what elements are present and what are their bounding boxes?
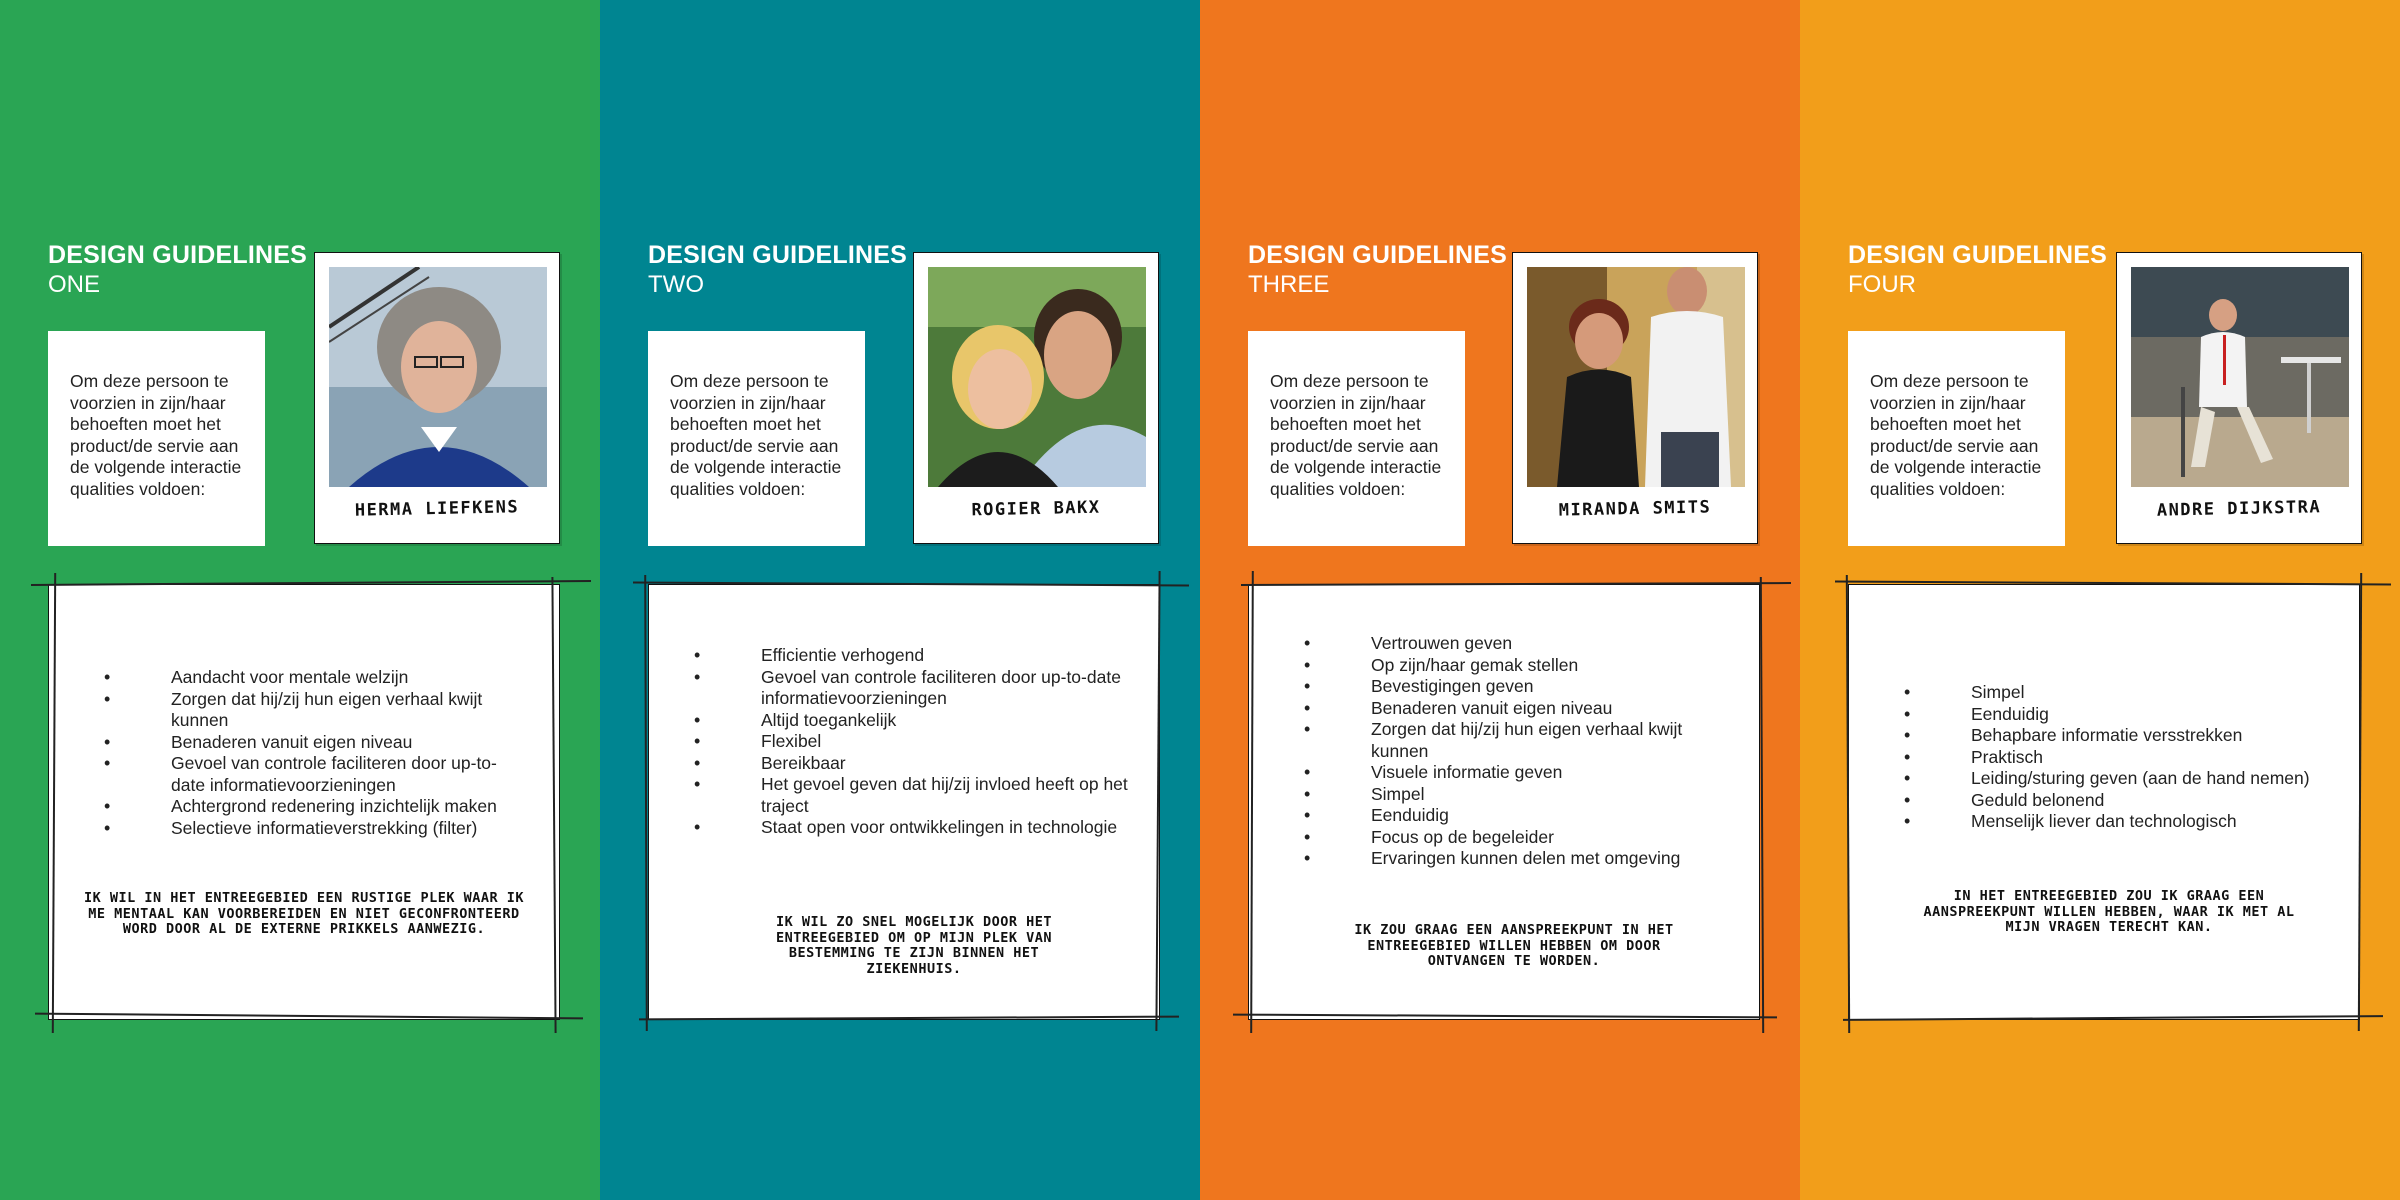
guidelines-card [1848, 584, 2360, 1020]
list-item: • Staat open voor ontwikkelingen in technologie [689, 817, 1129, 839]
intro-box: Om deze persoon te voorzien in zijn/haar behoeften moet het product/de servie aan de volgende interactie qualities voldoen: [648, 331, 865, 546]
panel-title [1248, 242, 1507, 297]
guidelines-list [1299, 633, 1739, 870]
list-item: • Gevoel van controle faciliteren door up-to-date informatievoorzieningen [689, 667, 1129, 710]
guidelines-list [1899, 682, 2339, 833]
list-item: • Bereikbaar [689, 753, 1129, 775]
list-item: • Simpel [1899, 682, 2339, 704]
panel-number: FOUR [1848, 271, 1916, 299]
guidelines-card [48, 584, 560, 1020]
panel-one [0, 0, 600, 1200]
intro-box: Om deze persoon te voorzien in zijn/haar behoeften moet het product/de servie aan de volgende interactie qualities voldoen: [48, 331, 265, 546]
panel-title [1848, 242, 2107, 297]
list-item: • Focus op de begeleider [1299, 827, 1739, 849]
panel-heading: DESIGN GUIDELINES [1848, 241, 2107, 269]
list-item: • Aandacht voor mentale welzijn [99, 667, 519, 689]
list-item: • Visuele informatie geven [1299, 762, 1739, 784]
panel-number: TWO [648, 271, 704, 299]
list-item: • Behapbare informatie versstrekken [1899, 725, 2339, 747]
list-item: • Vertrouwen geven [1299, 633, 1739, 655]
polaroid-card [1512, 252, 1758, 544]
person-name: HERMA LIEFKENS [354, 497, 520, 521]
list-item: • Zorgen dat hij/zij hun eigen verhaal kwijt kunnen [99, 689, 519, 732]
list-item: • Zorgen dat hij/zij hun eigen verhaal kwijt kunnen [1299, 719, 1739, 762]
polaroid-card [913, 252, 1159, 544]
list-item: • Leiding/sturing geven (aan de hand nemen) [1899, 768, 2339, 790]
persona-quote: IK ZOU GRAAG EEN AANSPREEKPUNT IN HET ENTREEGEBIED WILLEN HEBBEN OM DOOR ONTVANGEN TE WORDEN. [1354, 922, 1674, 969]
person-name: ANDRE DIJKSTRA [2156, 497, 2322, 521]
persona-quote: IK WIL IN HET ENTREEGEBIED EEN RUSTIGE PLEK WAAR IK ME MENTAAL KAN VOORBEREIDEN EN NIET GECONFRONTEERD WORD DOOR AL DE EXTERNE PRIKKELS AANWEZIG. [83, 890, 524, 937]
terrace-seated-man-photo-icon [2131, 267, 2349, 487]
panel-heading: DESIGN GUIDELINES [1248, 241, 1507, 269]
list-item: • Eenduidig [1299, 805, 1739, 827]
list-item: • Praktisch [1899, 747, 2339, 769]
intro-box: Om deze persoon te voorzien in zijn/haar behoeften moet het product/de servie aan de volgende interactie qualities voldoen: [1248, 331, 1465, 546]
list-item: • Benaderen vanuit eigen niveau [99, 732, 519, 754]
list-item: • Efficientie verhogend [689, 645, 1129, 667]
list-item: • Achtergrond redenering inzichtelijk maken [99, 796, 519, 818]
list-item: • Bevestigingen geven [1299, 676, 1739, 698]
panel-four [1800, 0, 2400, 1200]
list-item: • Gevoel van controle faciliteren door up-to-date informatievoorzieningen [99, 753, 519, 796]
persona-quote: IN HET ENTREEGEBIED ZOU IK GRAAG EEN AANSPREEKPUNT WILLEN HEBBEN, WAAR IK MET AL MIJN VRAGEN TERECHT KAN. [1923, 888, 2295, 935]
list-item: • Ervaringen kunnen delen met omgeving [1299, 848, 1739, 870]
guidelines-card [1248, 584, 1760, 1020]
list-item: • Menselijk liever dan technologisch [1899, 811, 2339, 833]
list-item: • Geduld belonend [1899, 790, 2339, 812]
panel-title [648, 242, 907, 297]
list-item: • Simpel [1299, 784, 1739, 806]
couple-standing-photo-icon [1527, 267, 1745, 487]
panel-number: THREE [1248, 271, 1330, 299]
list-item: • Benaderen vanuit eigen niveau [1299, 698, 1739, 720]
panel-two [600, 0, 1200, 1200]
person-name: MIRANDA SMITS [1558, 497, 1712, 521]
panel-heading: DESIGN GUIDELINES [48, 241, 307, 269]
list-item: • Op zijn/haar gemak stellen [1299, 655, 1739, 677]
guidelines-list [99, 667, 519, 839]
list-item: • Flexibel [689, 731, 1129, 753]
list-item: • Selectieve informatieverstrekking (filter) [99, 818, 519, 840]
panel-number: ONE [48, 271, 101, 299]
panel-title [48, 242, 307, 297]
list-item: • Altijd toegankelijk [689, 710, 1129, 732]
panel-heading: DESIGN GUIDELINES [648, 241, 907, 269]
list-item: • Eenduidig [1899, 704, 2339, 726]
polaroid-card [2116, 252, 2362, 544]
guidelines-card [648, 584, 1160, 1020]
guidelines-list [689, 645, 1129, 839]
polaroid-card [314, 252, 560, 544]
persona-quote: IK WIL ZO SNEL MOGELIJK DOOR HET ENTREEGEBIED OM OP MIJN PLEK VAN BESTEMMING TE ZIJN BINNEN HET ZIEKENHUIS. [775, 914, 1053, 977]
couple-selfie-photo-icon [928, 267, 1146, 487]
list-item: • Het gevoel geven dat hij/zij invloed heeft op het traject [689, 774, 1129, 817]
panel-three [1200, 0, 1800, 1200]
portrait-photo-icon [329, 267, 547, 487]
person-name: ROGIER BAKX [971, 497, 1101, 521]
intro-box: Om deze persoon te voorzien in zijn/haar behoeften moet het product/de servie aan de volgende interactie qualities voldoen: [1848, 331, 2065, 546]
